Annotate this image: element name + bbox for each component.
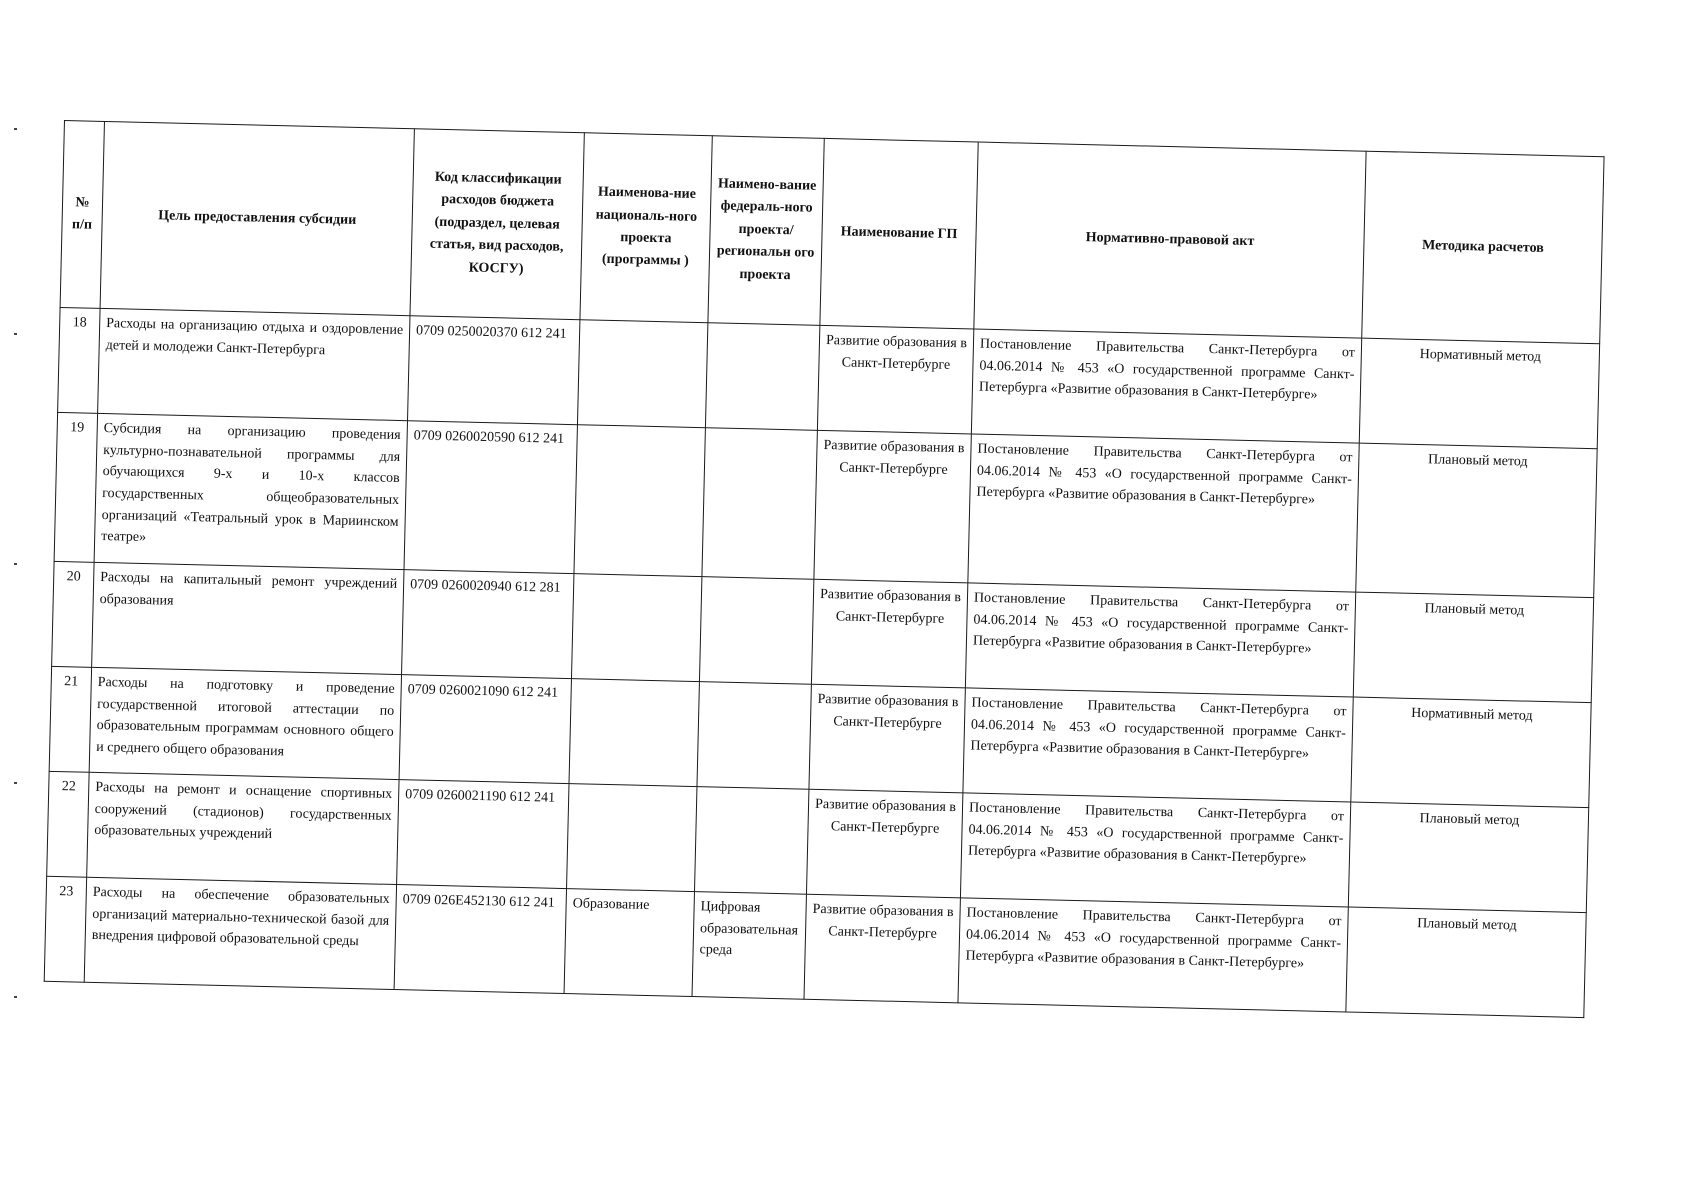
scan-margin-mark — [14, 333, 17, 335]
row-gp: Развитие образования в Санкт-Петербурге — [811, 579, 967, 688]
row-act: Постановление Правительства Санкт-Петербурга от 04.06.2014 № 453 «О государственной программе Санкт-Петербурга «Развитие образования в Санкт-Петербурге» — [958, 898, 1348, 1012]
row-goal: Расходы на капитальный ремонт учреждений образования — [92, 562, 404, 674]
row-code: 0709 0260021090 612 241 — [399, 675, 571, 784]
row-method: Плановый метод — [1346, 907, 1586, 1018]
row-federal-project — [699, 577, 813, 685]
row-national-project — [574, 425, 705, 577]
header-national-project: Наименова-ние националь-ного проекта (программы ) — [580, 133, 712, 323]
row-code: 0709 026E452130 612 241 — [394, 885, 566, 994]
table-header-row — [60, 121, 1604, 344]
row-method: Плановый метод — [1356, 443, 1597, 598]
row-num: 21 — [49, 666, 91, 772]
row-act: Постановление Правительства Санкт-Петербурга от 04.06.2014 № 453 «О государственной программе Санкт-Петербурга «Развитие образования в Санкт-Петербурге» — [960, 793, 1350, 907]
row-code: 0709 0250020370 612 241 — [408, 316, 580, 425]
header-act: Нормативно-правовой акт — [974, 142, 1366, 338]
row-goal: Расходы на ремонт и оснащение спортивных сооружений (стадионов) государственных образовательных учреждений — [87, 772, 399, 884]
row-num: 20 — [52, 561, 94, 667]
row-num: 18 — [58, 307, 100, 413]
row-national-project — [571, 574, 701, 682]
row-code: 0709 0260021190 612 241 — [397, 780, 569, 889]
row-goal: Субсидия на организацию проведения культурно-познавательной программы для обучающихся 9-х и 10-х классов государственных общеобразовательных организаций «Театральный урок в Мариинском театре» — [94, 413, 407, 569]
row-federal-project — [697, 682, 811, 790]
row-national-project — [577, 320, 707, 428]
row-act: Постановление Правительства Санкт-Петербурга от 04.06.2014 № 453 «О государственной программе Санкт-Петербурга «Развитие образования в Санкт-Петербурге» — [965, 583, 1355, 697]
row-national-project — [567, 784, 697, 892]
row-goal: Расходы на подготовку и проведение государственной итоговой аттестации по образовательным программам основного общего и среднего общего образования — [89, 667, 401, 779]
row-num: 22 — [47, 771, 89, 877]
row-national-project: Образование — [564, 889, 694, 997]
scan-margin-mark — [14, 782, 17, 784]
row-act: Постановление Правительства Санкт-Петербурга от 04.06.2014 № 453 «О государственной программе Санкт-Петербурга «Развитие образования в Санкт-Петербурге» — [968, 434, 1359, 592]
scan-margin-mark — [14, 128, 17, 130]
row-act: Постановление Правительства Санкт-Петербурга от 04.06.2014 № 453 «О государственной программе Санкт-Петербурга «Развитие образования в Санкт-Петербурге» — [963, 688, 1353, 802]
row-act: Постановление Правительства Санкт-Петербурга от 04.06.2014 № 453 «О государственной программе Санкт-Петербурга «Развитие образования в Санкт-Петербурге» — [971, 329, 1361, 443]
header-goal: Цель предоставления субсидии — [100, 121, 414, 315]
document-sheet — [44, 120, 1604, 1018]
header-gp: Наименование ГП — [820, 138, 978, 329]
header-code: Код классификации расходов бюджета (подраздел, целевая статья, вид расходов, КОСГУ) — [410, 129, 584, 320]
row-goal: Расходы на обеспечение образовательных организаций материально-технической базой для внедрения цифровой образовательной среды — [84, 877, 396, 989]
row-gp: Развитие образования в Санкт-Петербурге — [809, 684, 965, 793]
header-num: № п/п — [60, 121, 104, 309]
row-gp: Развитие образования в Санкт-Петербурге — [806, 789, 962, 898]
row-federal-project: Цифровая образовательная среда — [692, 892, 806, 1000]
row-method: Нормативный метод — [1359, 338, 1599, 449]
row-method: Плановый метод — [1353, 592, 1593, 703]
row-gp: Развитие образования в Санкт-Петербурге — [804, 894, 960, 1003]
row-method: Нормативный метод — [1351, 697, 1591, 808]
row-federal-project — [694, 787, 808, 895]
row-num: 23 — [44, 876, 86, 982]
scan-margin-mark — [14, 996, 17, 998]
header-method: Методика расчетов — [1362, 151, 1604, 344]
row-code: 0709 0260020940 612 281 — [402, 570, 574, 679]
subsidy-table — [44, 120, 1605, 1018]
header-federal-project: Наимено-вание федераль-ного проекта/ региональн ого проекта — [708, 136, 824, 326]
row-national-project — [569, 679, 699, 787]
row-code: 0709 0260020590 612 241 — [404, 421, 577, 574]
row-gp: Развитие образования в Санкт-Петербурге — [817, 325, 973, 434]
row-gp: Развитие образования в Санкт-Петербурге — [814, 430, 971, 583]
row-method: Плановый метод — [1348, 802, 1588, 913]
row-federal-project — [702, 428, 817, 580]
row-num: 19 — [54, 412, 97, 562]
row-goal: Расходы на организацию отдыха и оздоровление детей и молодежи Санкт-Петербурга — [98, 308, 410, 420]
scan-margin-mark — [14, 563, 17, 565]
row-federal-project — [705, 323, 819, 431]
